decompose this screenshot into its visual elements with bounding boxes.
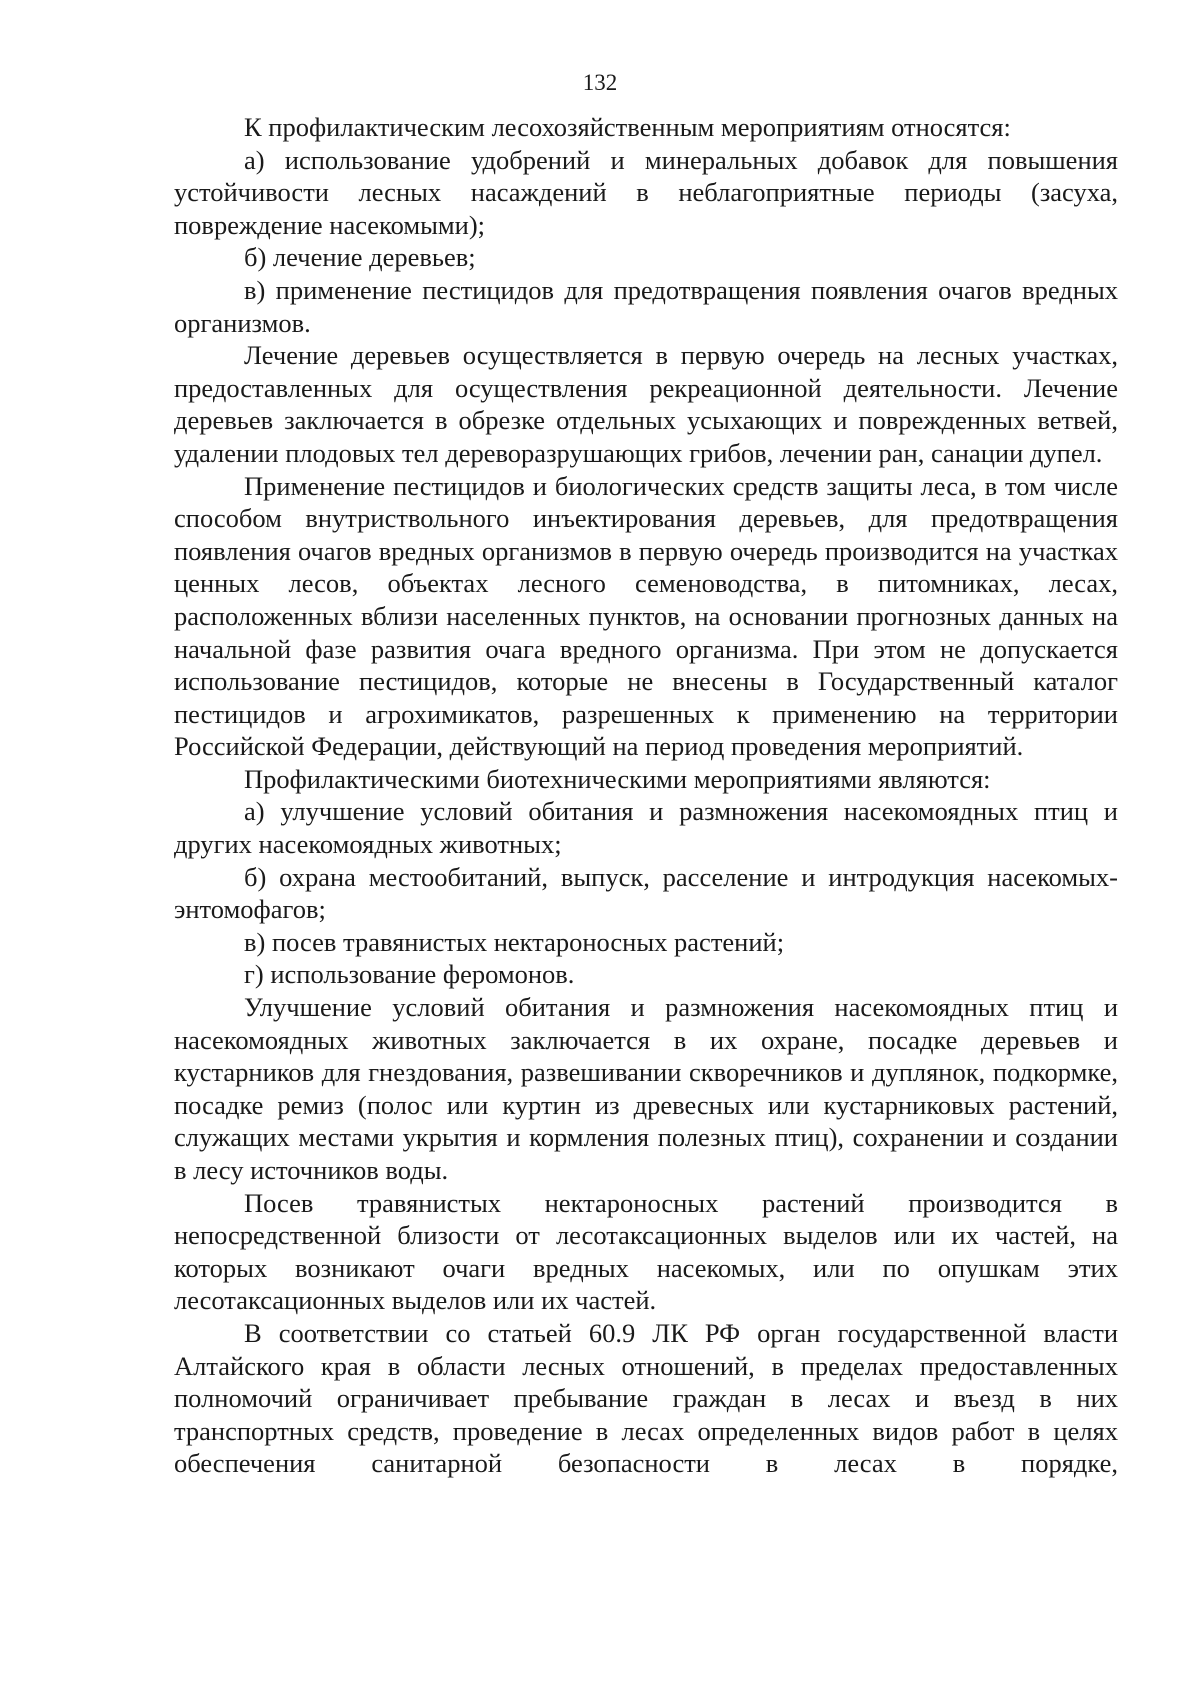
paragraph-legal-article: В соответствии со статьей 60.9 ЛК РФ орган государственной власти Алтайского края в области лесных отношений, в пределах предоставленных полномочий ограничивает пребывание граждан в лесах и въезд в них транспортных средств, проведение в лесах определенных видов работ в целях обеспечения санитарной безопасности в лесах в порядке, (174, 1317, 1118, 1479)
paragraph-nectar-plants: Посев травянистых нектароносных растений производится в непосредственной близости от лесотаксационных выделов или их частей, на которых возникают очаги вредных насекомых, или по опушкам этих лесотаксационных выделов или их частей. (174, 1187, 1118, 1316)
list-item-v: в) применение пестицидов для предотвращения появления очагов вредных организмов. (174, 274, 1118, 338)
biotech-item-v: в) посев травянистых нектароносных растений; (244, 926, 785, 957)
page-number: 132 (582, 70, 618, 95)
paragraph-biotech-intro: Профилактическими биотехническими мероприятиями являются: (244, 763, 991, 794)
biotech-item-g: г) использование феромонов. (244, 959, 575, 990)
biotech-item-b: б) охрана местообитаний, выпуск, расселение и интродукция насекомых-энтомофагов; (174, 861, 1118, 925)
paragraph-intro: К профилактическим лесохозяйственным мероприятиям относятся: (244, 112, 1011, 142)
paragraph-bird-habitat: Улучшение условий обитания и размножения насекомоядных птиц и насекомоядных животных заключается в их охране, посадке деревьев и кустарников для гнездования, развешивании скворечников и дуплянок, подкормке, посадке ремиз (полос или куртин из древесных или кустарниковых растений, служащих местами укрытия и кормления полезных птиц), сохранении и создании в лесу источников воды. (174, 992, 1118, 1185)
biotech-item-a: а) улучшение условий обитания и размножения насекомоядных птиц и других насекомоядных животных; (174, 796, 1118, 860)
paragraph-pesticides: Применение пестицидов и биологических средств защиты леса, в том числе способом внутриствольного инъектирования деревьев, для предотвращения появления очагов вредных организмов в первую очередь производится на участках ценных лесов, объектах лесного семеноводства, в питомниках, лесах, расположенных вблизи населенных пунктов, на основании прогнозных данных на начальной фазе развития очага вредного организма. При этом не допускается использование пестицидов, которые не внесены в Государственный каталог пестицидов и агрохимикатов, разрешенных к применению на территории Российской Федерации, действующий на период проведения мероприятий. (174, 470, 1118, 762)
document-body (174, 111, 1118, 1480)
list-item-a: а) использование удобрений и минеральных добавок для повышения устойчивости лесных насаждений в неблагоприятные периоды (засуха, повреждение насекомыми); (174, 144, 1118, 240)
paragraph-tree-treatment: Лечение деревьев осуществляется в первую очередь на лесных участках, предоставленных для осуществления рекреационной деятельности. Лечение деревьев заключается в обрезке отдельных усыхающих и поврежденных ветвей, удалении плодовых тел дереворазрушающих грибов, лечении ран, санации дупел. (174, 340, 1118, 468)
list-item-b: б) лечение деревьев; (244, 242, 476, 273)
